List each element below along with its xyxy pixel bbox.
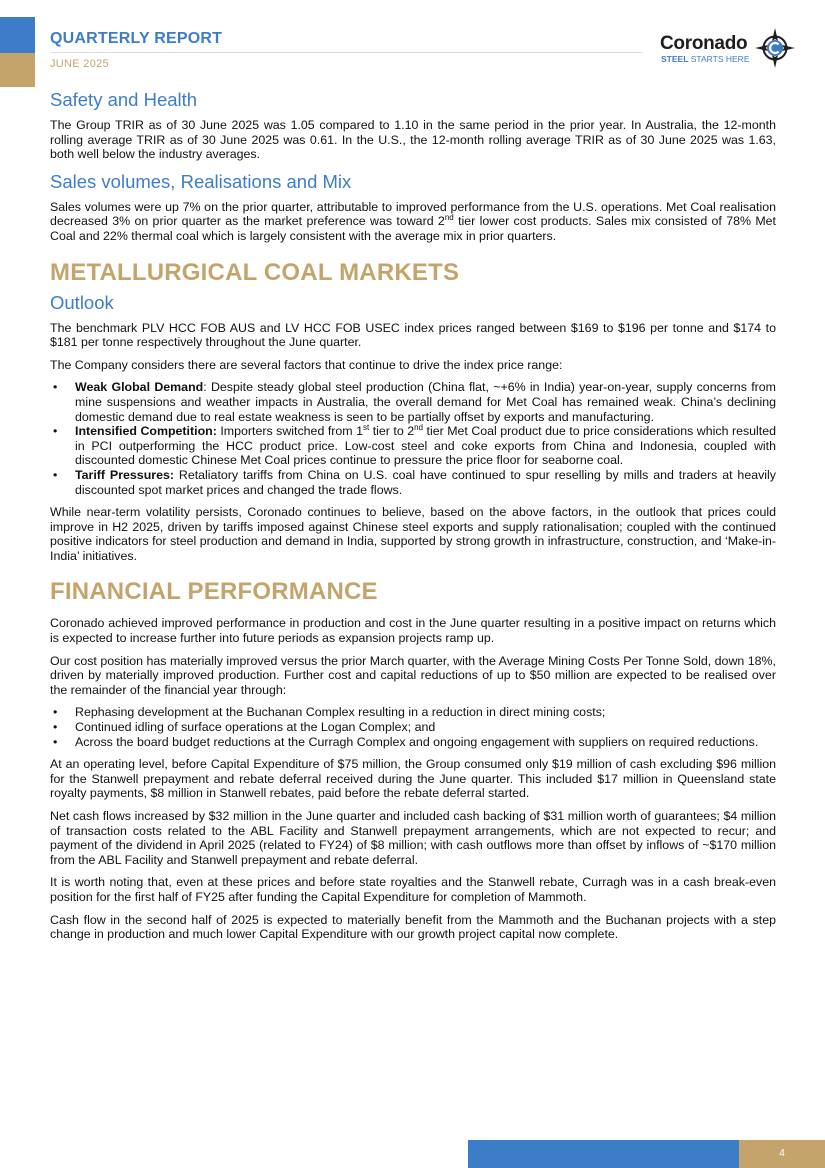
- outlook-heading: Outlook: [50, 291, 114, 313]
- outlook-paragraph-1: The benchmark PLV HCC FOB AUS and LV HCC FOB USEC index prices ranged between $169 to $196 per tonne and $174 to $181 per tonne respectively throughout the June quarter.: [50, 320, 776, 350]
- list-item: • Continued idling of surface operations at the Logan Complex; and: [53, 720, 436, 735]
- list-item: • Weak Global Demand: Despite steady global steel production (China flat, ~+6% in India) year-on-year, supply concerns from mine suspensions and weather impacts in Australia, the overall demand for Met Coal has remained weak. China’s declining domestic demand due to real estate weakness is seen to be partially offset by exports and manufacturing.: [53, 380, 776, 424]
- safety-paragraph: The Group TRIR as of 30 June 2025 was 1.05 compared to 1.10 in the same period in the prior year. In Australia, the 12-month rolling average TRIR as of 30 June 2025 was 0.61. In the U.S., the 12-month rolling average TRIR as of 30 June 2025 was 1.63, both well below the industry averages.: [50, 118, 776, 162]
- list-item: • Intensified Competition: Importers switched from 1st tier to 2nd tier Met Coal product due to price considerations which resulted in PCI outperforming the HCC product price. Low-cost steel and coke exports from China and Indonesia, coupled with discounted domestic Chinese Met Coal prices continue to pressure the price floor for seaborne coal.: [53, 423, 777, 468]
- report-title: QUARTERLY REPORT: [50, 30, 223, 47]
- corner-accent-tan: [0, 53, 35, 87]
- footer-bar-blue: [468, 1140, 739, 1168]
- report-date: JUNE 2025: [50, 58, 109, 70]
- header-divider: [50, 52, 642, 53]
- coronado-logo: [660, 28, 796, 68]
- list-item: • Tariff Pressures: Retaliatory tariffs from China on U.S. coal have continued to spur reselling by mills and traders at heavily discounted spot market prices and changed the trade flows.: [53, 467, 776, 497]
- financial-heading: FINANCIAL PERFORMANCE: [50, 578, 378, 606]
- safety-heading: Safety and Health: [50, 89, 198, 110]
- price-factors-list: [50, 380, 776, 497]
- financial-paragraph-1: Coronado achieved improved performance in production and cost in the June quarter resulting in a positive impact on returns which is expected to increase further into future periods as expansion projects ramp up.: [50, 616, 776, 646]
- cost-reductions-list: [50, 705, 776, 749]
- list-item: • Rephasing development at the Buchanan Complex resulting in a reduction in direct mining costs;: [53, 705, 606, 720]
- outlook-paragraph-3: While near-term volatility persists, Coronado continues to believe, based on the above factors, in the outlook that prices could improve in H2 2025, driven by tariffs imposed against Chinese steel exports and supply rationalisation; coupled with the continued positive indicators for steel production and demand in India, supported by strong growth in infrastructure, construction, and ‘Make-in-India’ initiatives.: [50, 505, 776, 563]
- financial-paragraph-6: Cash flow in the second half of 2025 is expected to materially benefit from the Mammoth and the Buchanan projects with a step change in production and much lower Capital Expenditure with our growth project capital now complete.: [50, 912, 776, 942]
- page-content: [50, 88, 776, 950]
- corner-accent-blue: [0, 17, 35, 53]
- list-item: • Across the board budget reductions at the Curragh Complex and ongoing engagement with suppliers on required reductions.: [53, 734, 759, 749]
- compass-icon: [755, 28, 795, 68]
- financial-paragraph-5: It is worth noting that, even at these prices and before state royalties and the Stanwell rebate, Curragh was in a cash break-even position for the first half of FY25 after funding the Capital Expenditure for completion of Mammoth.: [50, 875, 776, 904]
- financial-paragraph-2: Our cost position has materially improved versus the prior March quarter, with the Average Mining Costs Per Tonne Sold, down 18%, driven by materially improved production. Further cost and capital reductions of up to $50 million are expected to be realised over the remainder of the financial year through:: [50, 653, 776, 697]
- sales-paragraph: Sales volumes were up 7% on the prior quarter, attributable to improved performance from the U.S. operations. Met Coal realisation decreased 3% on prior quarter as the market preference was toward 2nd tier lower cost products. Sales mix consisted of 78% Met Coal and 22% thermal coal which is largely consistent with the average mix in prior quarters.: [50, 199, 776, 243]
- page-number: 4: [779, 1148, 785, 1159]
- logo-wordmark: Coronado: [660, 33, 748, 54]
- financial-paragraph-4: Net cash flows increased by $32 million in the June quarter and included cash backing of $31 million worth of guarantees; $4 million of transaction costs related to the ABL Facility and Stanwell prepayment arrangements, which are not expected to recur; and payment of the dividend in April 2025 (related to FY24) of $8 million; with cash outflows more than offset by inflows of ~$170 million from the ABL Facility and Stanwell prepayment and rebate deferral.: [50, 809, 776, 867]
- logo-tagline: STEEL STARTS HERE: [661, 54, 750, 64]
- footer-bar-tan: [739, 1140, 825, 1168]
- sales-heading: Sales volumes, Realisations and Mix: [50, 170, 352, 192]
- financial-paragraph-3: At an operating level, before Capital Expenditure of $75 million, the Group consumed only $19 million of cash excluding $96 million for the Stanwell prepayment and rebate deferral received during the June quarter. This included $17 million in Queensland state royalty payments, $8 million in Stanwell rebates, paid before the rebate deferral started.: [50, 757, 776, 801]
- outlook-paragraph-2: The Company considers there are several factors that continue to drive the index price range:: [50, 357, 563, 372]
- met-coal-heading: METALLURGICAL COAL MARKETS: [50, 258, 460, 286]
